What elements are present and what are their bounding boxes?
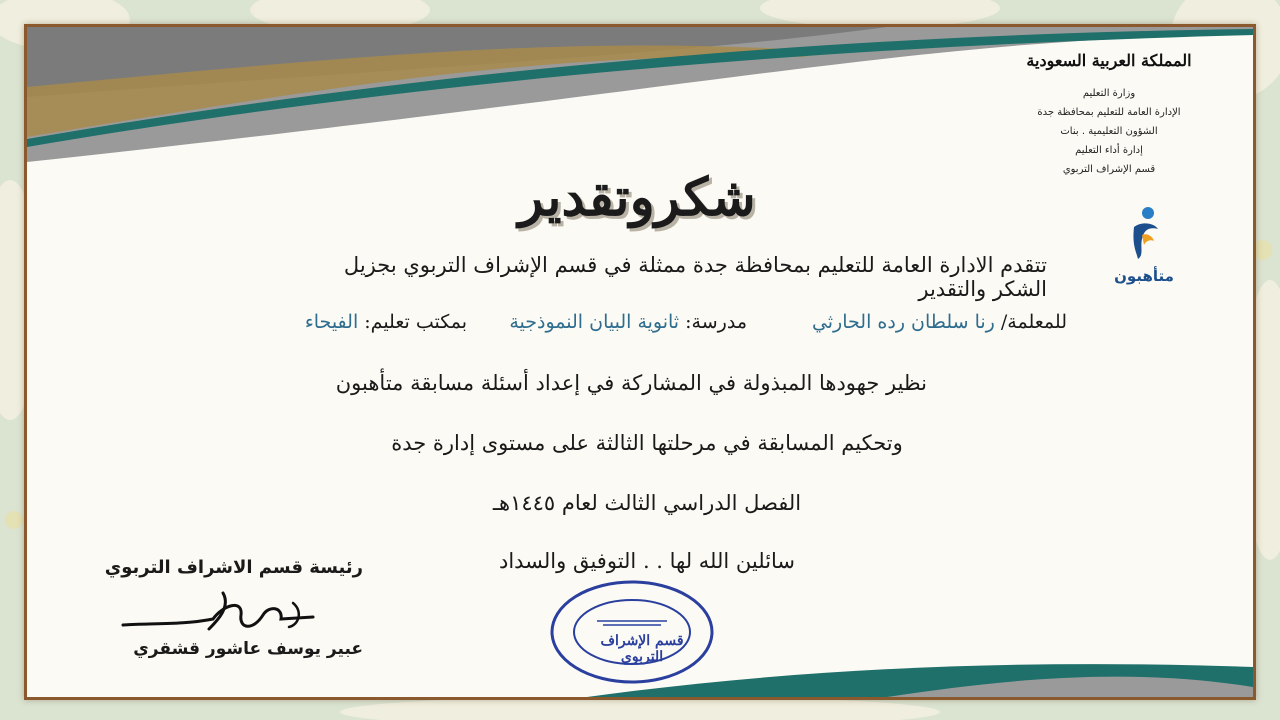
official-stamp (547, 577, 717, 687)
recipient-details (267, 311, 1077, 347)
brand-logo (1089, 205, 1199, 285)
body-line-1: نظير جهودها المبذولة في المشاركة في إعداد أسئلة مسابقة متأهبون (335, 371, 927, 395)
ministry-line: وزارة التعليم (1082, 88, 1136, 99)
intro-line: تتقدم الادارة العامة للتعليم بمحافظة جدة ممثلة في قسم الإشراف التربوي بجزيل الشكر والتقدير (343, 253, 1047, 301)
school-field (509, 311, 747, 333)
stamp-text: قسم الإشراف التربوي (600, 633, 684, 665)
signatory-title: رئيسة قسم الاشراف التربوي (104, 557, 363, 578)
signature-block (83, 557, 363, 667)
body-line-4: سائلين الله لها . . التوفيق والسداد (498, 549, 796, 573)
kingdom-logo: المملكة العربية السعودية (1026, 51, 1192, 70)
teacher-name: رنا سلطان رده الحارثي (811, 311, 995, 333)
school-name: ثانوية البيان النموذجية (509, 311, 680, 333)
teacher-label: للمعلمة/ (1000, 311, 1067, 333)
teacher-field (812, 311, 1067, 333)
signatory-name: عبير يوسف عاشور قشقري (133, 639, 363, 659)
directorate-line: الإدارة العامة للتعليم بمحافظة جدة (1037, 107, 1181, 118)
body-line-3: الفصل الدراسي الثالث لعام ١٤٤٥هـ (492, 491, 802, 515)
department-line: قسم الإشراف التربوي (1062, 164, 1156, 175)
handwritten-signature (113, 585, 333, 645)
affairs-line: الشؤون التعليمية . بنات (1060, 126, 1158, 137)
certificate (24, 24, 1256, 700)
body-line-2: وتحكيم المسابقة في مرحلتها الثالثة على مستوى إدارة جدة (391, 431, 903, 455)
office-label: بمكتب تعليم: (364, 311, 467, 333)
certificate-title: شكروتقدير (518, 167, 756, 228)
person-logo-icon (1124, 205, 1164, 261)
brand-name: متأهبون (1114, 267, 1174, 285)
office-name: الفيحاء (304, 311, 359, 333)
issuer-header (1009, 51, 1209, 179)
school-label: مدرسة: (685, 311, 747, 333)
performance-line: إدارة أداء التعليم (1075, 145, 1143, 156)
office-field (305, 311, 467, 333)
